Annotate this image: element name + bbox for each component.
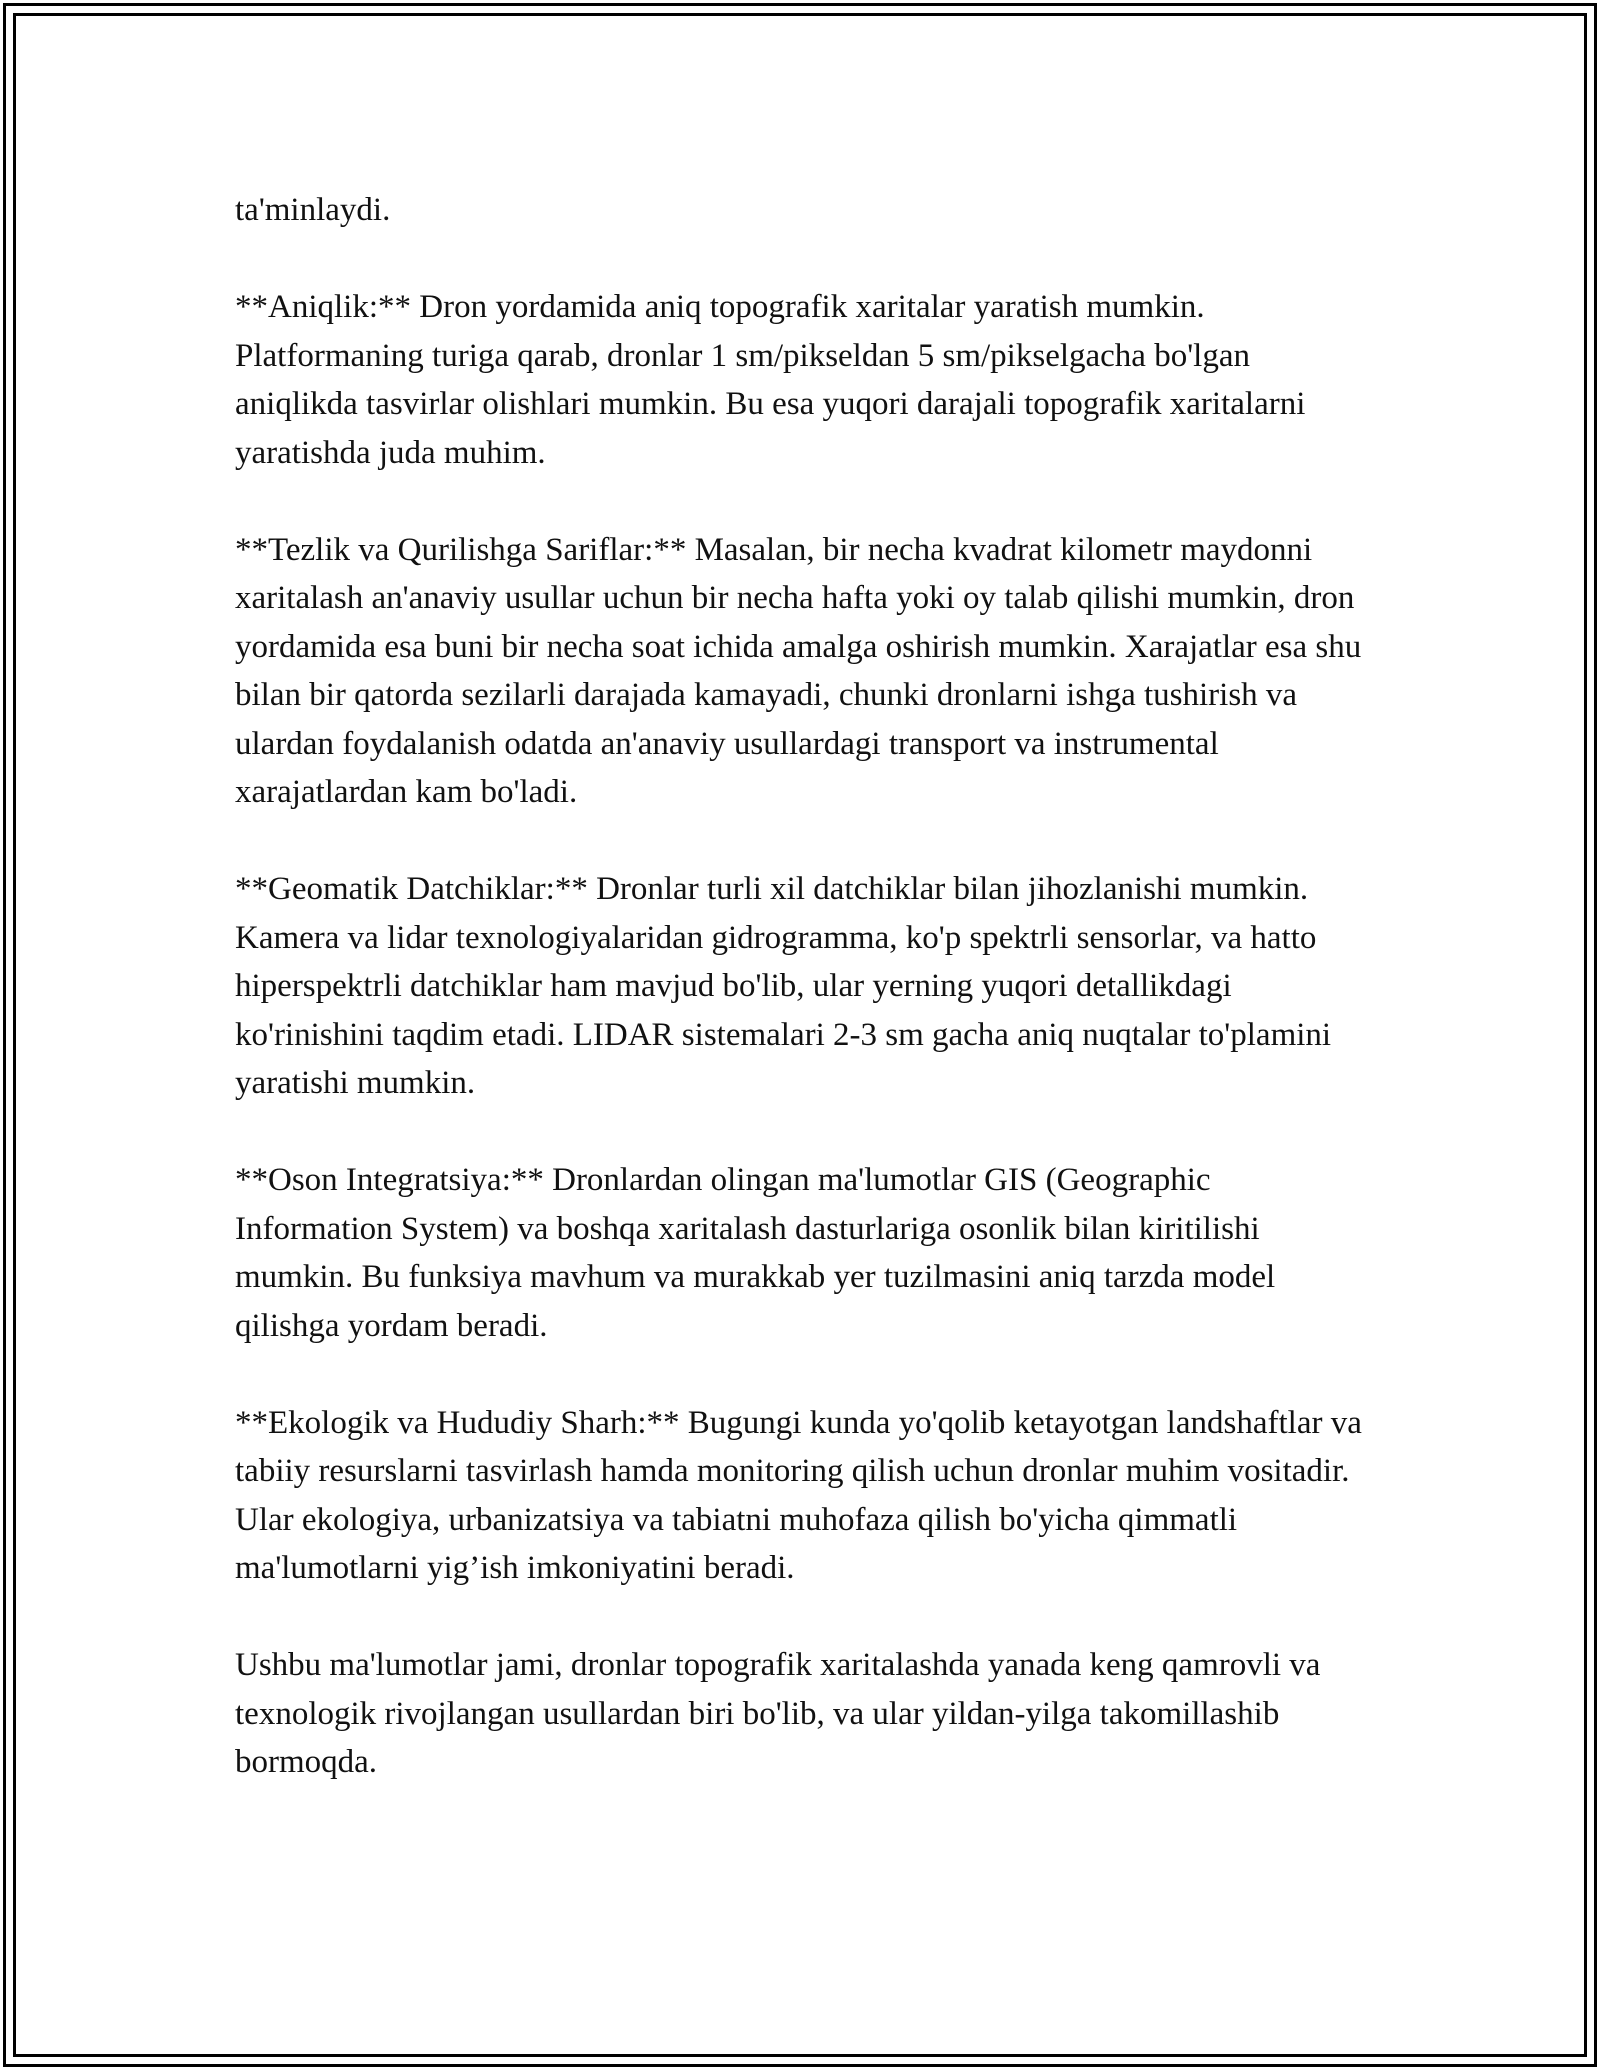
document-body	[235, 186, 1375, 1835]
paragraph-oson-integratsiya: **Oson Integratsiya:** Dronlardan olingan ma'lumotlar GIS (Geographic Information System) va boshqa xaritalash dasturlariga osonlik bilan kiritilishi mumkin. Bu funksiya mavhum va murakkab yer tuzilmasini aniq tarzda model qilishga yordam beradi.	[235, 1162, 1276, 1344]
paragraph-aniqlik: **Aniqlik:** Dron yordamida aniq topografik xaritalar yaratish mumkin. Platformaning turiga qarab, dronlar 1 sm/pikseldan 5 sm/pikselgacha bo'lgan aniqlikda tasvirlar olishlari mumkin. Bu esa yuqori darajali topografik xaritalarni yaratishda juda muhim.	[235, 289, 1306, 471]
paragraph-geomatik-datchiklar: **Geomatik Datchiklar:** Dronlar turli xil datchiklar bilan jihozlanishi mumkin. Kamera va lidar texnologiyalaridan gidrogramma, ko'p spektrli sensorlar, va hatto hiperspektrli datchiklar ham mavjud bo'lib, ular yerning yuqori detallikdagi ko'rinishini taqdim etadi. LIDAR sistemalari 2-3 sm gacha aniq nuqtalar to'plamini yaratishi mumkin.	[235, 871, 1332, 1101]
paragraph-conclusion: Ushbu ma'lumotlar jami, dronlar topografik xaritalashda yanada keng qamrovli va texnologik rivojlangan usullardan biri bo'lib, va ular yildan-yilga takomillashib bormoqda.	[235, 1647, 1321, 1780]
paragraph-continuation: ta'minlaydi.	[235, 192, 391, 228]
paragraph-ekologik-sharh: **Ekologik va Hududiy Sharh:** Bugungi kunda yo'qolib ketayotgan landshaftlar va tabiiy resurslarni tasvirlash hamda monitoring qilish uchun dronlar muhim vositadir. Ular ekologiya, urbanizatsiya va tabiatni muhofaza qilish bo'yicha qimmatli ma'lumotlarni yig’ish imkoniyatini beradi.	[235, 1404, 1362, 1586]
paragraph-tezlik: **Tezlik va Qurilishga Sariflar:** Masalan, bir necha kvadrat kilometr maydonni xaritalash an'anaviy usullar uchun bir necha hafta yoki oy talab qilishi mumkin, dron yordamida esa buni bir necha soat ichida amalga oshirish mumkin. Xarajatlar esa shu bilan bir qatorda sezilarli darajada kamayadi, chunki dronlarni ishga tushirish va ulardan foydalanish odatda an'anaviy usullardagi transport va instrumental xarajatlardan kam bo'ladi.	[235, 531, 1362, 810]
